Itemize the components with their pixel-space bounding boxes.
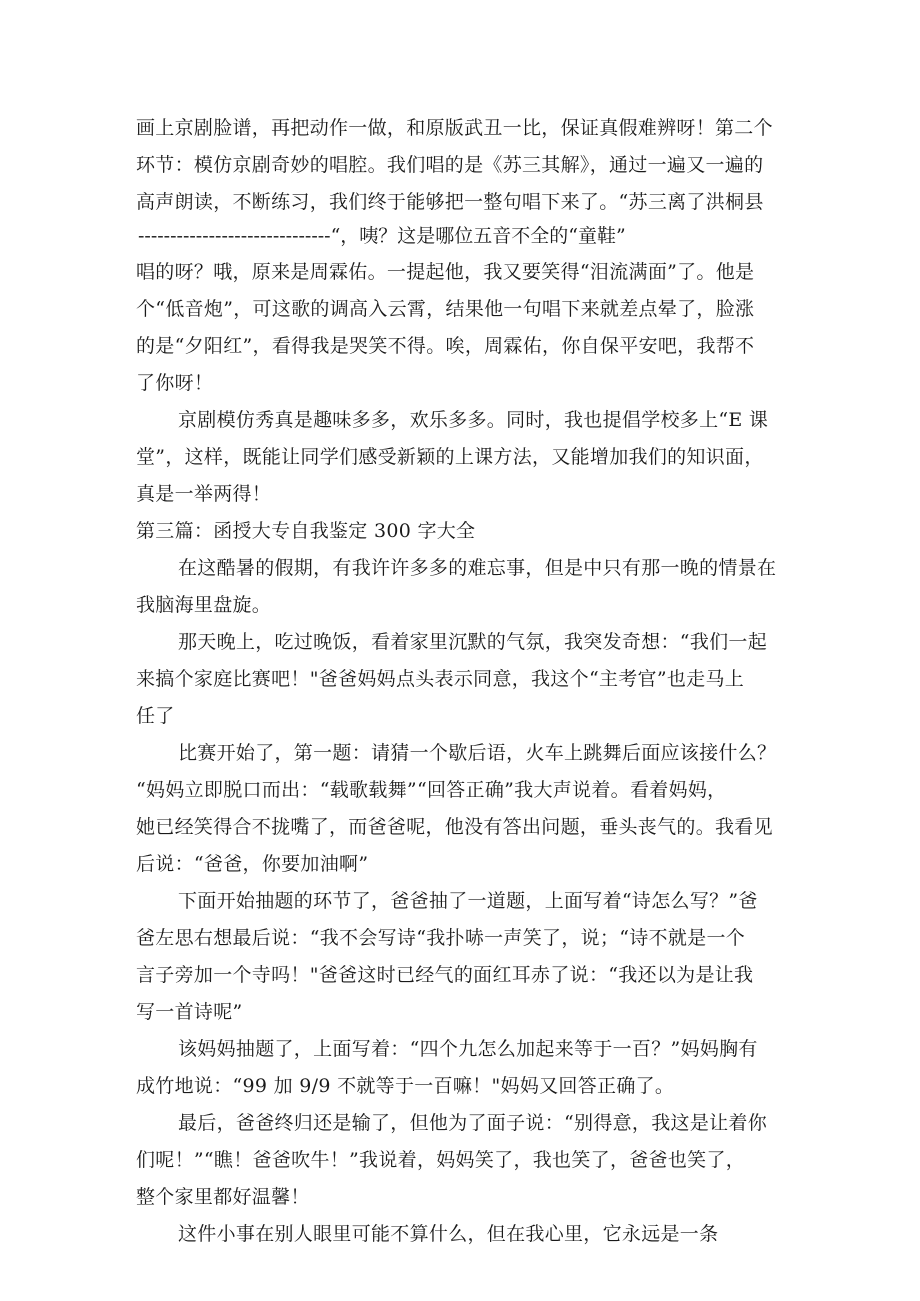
text-line: 唱的呀？哦，原来是周霖佑。一提起他，我又要笑得“泪流满面”了。他是 [136,261,755,283]
paragraph-first-line: 下面开始抽题的环节了，爸爸抽了一道题，上面写着“诗怎么写？”爸 [178,890,758,912]
section-heading: 第三篇：函授大专自我鉴定 300 字大全 [136,520,476,542]
text-line: 言子旁加一个寺吗！"爸爸这时已经气的面红耳赤了说：“我还以为是让我 [136,964,754,986]
text-line: 成竹地说：“99 加 9/9 不就等于一百嘛！"妈妈又回答正确了。 [136,1075,675,1097]
text-line: ------------------------------“，咦？这是哪位五音不全的“童鞋” [138,225,626,247]
text-line: 堂”，这样，既能让同学们感受新颖的上课方法，又能增加我们的知识面， [136,446,764,468]
text-line: 任了 [136,705,175,727]
paragraph-first-line: 最后，爸爸终归还是输了，但他为了面子说：“别得意，我这是让着你 [178,1112,768,1134]
paragraph-first-line: 那天晚上，吃过晚饭，看着家里沉默的气氛，我突发奇想：“我们一起 [178,631,768,653]
text-line: 我脑海里盘旋。 [136,594,272,616]
text-line: 画上京剧脸谱，再把动作一做，和原版武丑一比，保证真假难辨呀！第二个 [136,117,773,139]
paragraph-first-line: 这件小事在别人眼里可能不算什么，但在我心里，它永远是一条 [178,1223,719,1245]
paragraph-first-line: 该妈妈抽题了，上面写着：“四个九怎么加起来等于一百？”妈妈胸有 [178,1038,758,1060]
text-line: 环节：模仿京剧奇妙的唱腔。我们唱的是《苏三其解》，通过一遍又一遍的 [136,154,764,176]
paragraph-first-line: 比赛开始了，第一题：请猜一个歇后语，火车上跳舞后面应该接什么？ [178,742,777,764]
text-line: 的是“夕阳红”，看得我是哭笑不得。唉，周霖佑，你自保平安吧，我帮不 [136,335,755,357]
text-line: 她已经笑得合不拢嘴了，而爸爸呢，他没有答出问题，垂头丧气的。我看见 [136,816,773,838]
paragraph-first-line: 京剧模仿秀真是趣味多多，欢乐多多。同时，我也提倡学校多上“E 课 [178,409,769,431]
text-line: 高声朗读，不断练习，我们终于能够把一整句唱下来了。“苏三离了洪桐县 [136,191,764,213]
text-line: 们呢！”“瞧！爸爸吹牛！”我说着，妈妈笑了，我也笑了，爸爸也笑了， [136,1149,746,1171]
text-line: 后说：“爸爸，你要加油啊” [136,853,369,875]
text-line: 了你呀！ [136,372,214,394]
paragraph-first-line: 在这酷暑的假期，有我许许多多的难忘事，但是中只有那一晚的情景在 [178,557,777,579]
text-line: 写一首诗呢” [136,1001,243,1023]
text-line: 爸左思右想最后说：“我不会写诗“我扑哧一声笑了，说；“诗不就是一个 [136,927,746,949]
text-line: 个“低音炮”，可这歌的调高入云霄，结果他一句唱下来就差点晕了，脸涨 [136,298,755,320]
text-line: 真是一举两得！ [136,483,272,505]
text-line: “妈妈立即脱口而出：“载歌载舞”“回答正确”我大声说着。看着妈妈， [136,779,727,801]
text-line: 来搞个家庭比赛吧！"爸爸妈妈点头表示同意，我这个“主考官”也走马上 [136,668,745,690]
text-line: 整个家里都好温馨！ [136,1186,310,1208]
